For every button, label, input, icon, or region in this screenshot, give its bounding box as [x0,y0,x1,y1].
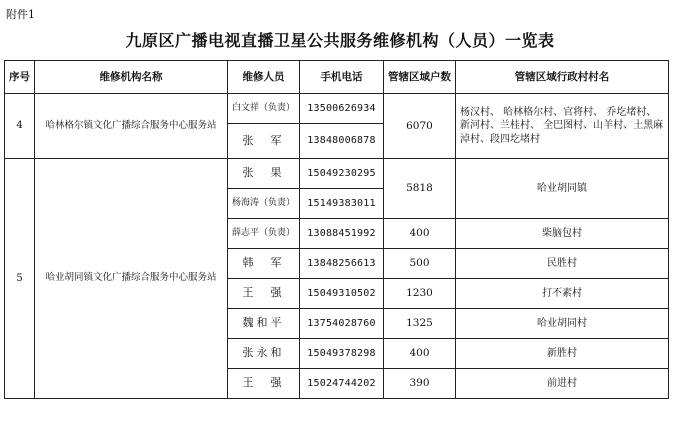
households-cell: 6070 [384,94,456,159]
phone-cell: 13848006878 [300,124,384,159]
table-row [5,159,669,189]
phone-cell: 15049230295 [300,159,384,189]
staff-cell: 张 军 [228,124,300,159]
header-villages: 管辖区域行政村村名 [456,61,669,94]
table-row [5,94,669,124]
seq-cell: 5 [5,159,35,399]
header-phone: 手机电话 [300,61,384,94]
staff-cell: 薛志平（负责） [228,219,300,249]
households-cell: 1230 [384,279,456,309]
staff-cell: 王 强 [228,279,300,309]
document-title: 九原区广播电视直播卫星公共服务维修机构（人员）一览表 [125,31,555,50]
households-cell: 1325 [384,309,456,339]
header-row [5,61,669,94]
staff-cell: 王 强 [228,369,300,399]
phone-cell: 15049378298 [300,339,384,369]
villages-cell: 新胜村 [456,339,669,369]
villages-cell: 杨汉村、 哈林格尔村、官将村、 乔圪堵村、新河村、兰桂村、 全巴图村、山羊村、土黑麻淖村、段四圪堵村 [456,94,669,159]
phone-cell: 13500626934 [300,94,384,124]
header-org: 维修机构名称 [35,61,228,94]
phone-cell: 15024744202 [300,369,384,399]
org-cell: 哈业胡同镇文化广播综合服务中心服务站 [35,159,228,399]
phone-cell: 15049310502 [300,279,384,309]
villages-cell: 柴脑包村 [456,219,669,249]
villages-cell: 打不素村 [456,279,669,309]
villages-cell: 哈业胡同村 [456,309,669,339]
staff-cell: 杨海涛（负责） [228,189,300,219]
households-cell: 5818 [384,159,456,219]
staff-cell: 魏和平 [228,309,300,339]
header-staff: 维修人员 [228,61,300,94]
maintenance-table [4,60,669,399]
villages-cell: 民胜村 [456,249,669,279]
staff-cell: 白文祥（负责） [228,94,300,124]
households-cell: 390 [384,369,456,399]
households-cell: 400 [384,339,456,369]
phone-cell: 13754028760 [300,309,384,339]
villages-cell: 哈业胡同镇 [456,159,669,219]
header-seq: 序号 [5,61,35,94]
seq-cell: 4 [5,94,35,159]
phone-cell: 13848256613 [300,249,384,279]
org-cell: 哈林格尔镇文化广播综合服务中心服务站 [35,94,228,159]
staff-cell: 张永和 [228,339,300,369]
attachment-label: 附件1 [6,8,35,21]
staff-cell: 张 果 [228,159,300,189]
phone-cell: 15149383011 [300,189,384,219]
households-cell: 500 [384,249,456,279]
staff-cell: 韩 军 [228,249,300,279]
households-cell: 400 [384,219,456,249]
villages-cell: 前进村 [456,369,669,399]
header-households: 管辖区域户数 [384,61,456,94]
phone-cell: 13088451992 [300,219,384,249]
